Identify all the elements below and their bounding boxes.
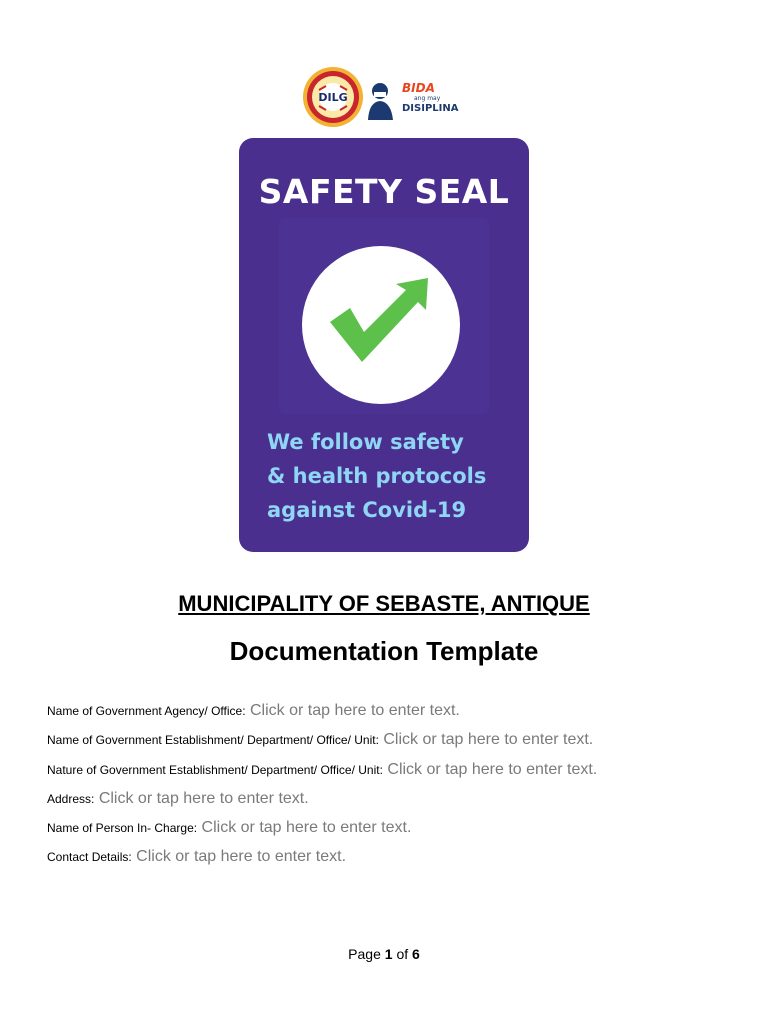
field-establishment-name: [47, 731, 747, 760]
contact-details-input[interactable]: Click or tap here to enter text.: [136, 848, 347, 866]
agency-office-input[interactable]: Click or tap here to enter text.: [250, 702, 460, 719]
dilg-seal-logo: [302, 66, 364, 128]
field-label: Nature of Government Establishment/ Department/ Office/ Unit:: [47, 762, 383, 777]
disiplina-text: DISIPLINA: [402, 103, 459, 114]
page-word: Page: [348, 946, 381, 962]
seal-message-line: We follow safety: [267, 430, 464, 454]
establishment-nature-input[interactable]: Click or tap here to enter text.: [387, 760, 598, 778]
dilg-text: DILG: [318, 91, 348, 104]
address-input[interactable]: Click or tap here to enter text.: [98, 789, 309, 807]
bida-logo: [366, 78, 472, 120]
municipality-heading: MUNICIPALITY OF SEBASTE, ANTIQUE: [178, 591, 590, 616]
field-label: Name of Government Agency/ Office:: [47, 704, 246, 718]
field-address: [47, 790, 747, 819]
header-logos: [302, 66, 472, 132]
of-word: of: [396, 946, 409, 962]
field-label: Name of Government Establishment/ Department/ Office/ Unit:: [47, 733, 379, 748]
field-contact-details: [47, 848, 747, 877]
checkmark-icon: [302, 246, 460, 404]
person-in-charge-input[interactable]: Click or tap here to enter text.: [201, 819, 412, 837]
establishment-name-input[interactable]: Click or tap here to enter text.: [383, 731, 594, 749]
bida-subtext: ang may: [414, 95, 441, 102]
document-title: Documentation Template: [229, 636, 539, 666]
current-page: 1: [384, 946, 393, 962]
field-label: Contact Details:: [47, 850, 132, 865]
field-label: Name of Person In- Charge:: [47, 821, 198, 836]
form-fields: [47, 702, 747, 878]
bida-text: BIDA: [402, 81, 435, 95]
page-number: [0, 946, 768, 962]
seal-message: [267, 425, 517, 527]
field-agency-office: [47, 702, 747, 731]
field-label: Address:: [47, 791, 95, 806]
total-pages: 6: [412, 946, 420, 962]
field-person-in-charge: [47, 819, 747, 848]
seal-circle: [302, 246, 460, 404]
seal-title: SAFETY SEAL: [258, 172, 510, 211]
field-establishment-nature: [47, 761, 747, 790]
seal-message-line: & health protocols: [267, 464, 487, 488]
safety-seal-card: [239, 138, 529, 552]
seal-message-line: against Covid-19: [267, 498, 467, 522]
